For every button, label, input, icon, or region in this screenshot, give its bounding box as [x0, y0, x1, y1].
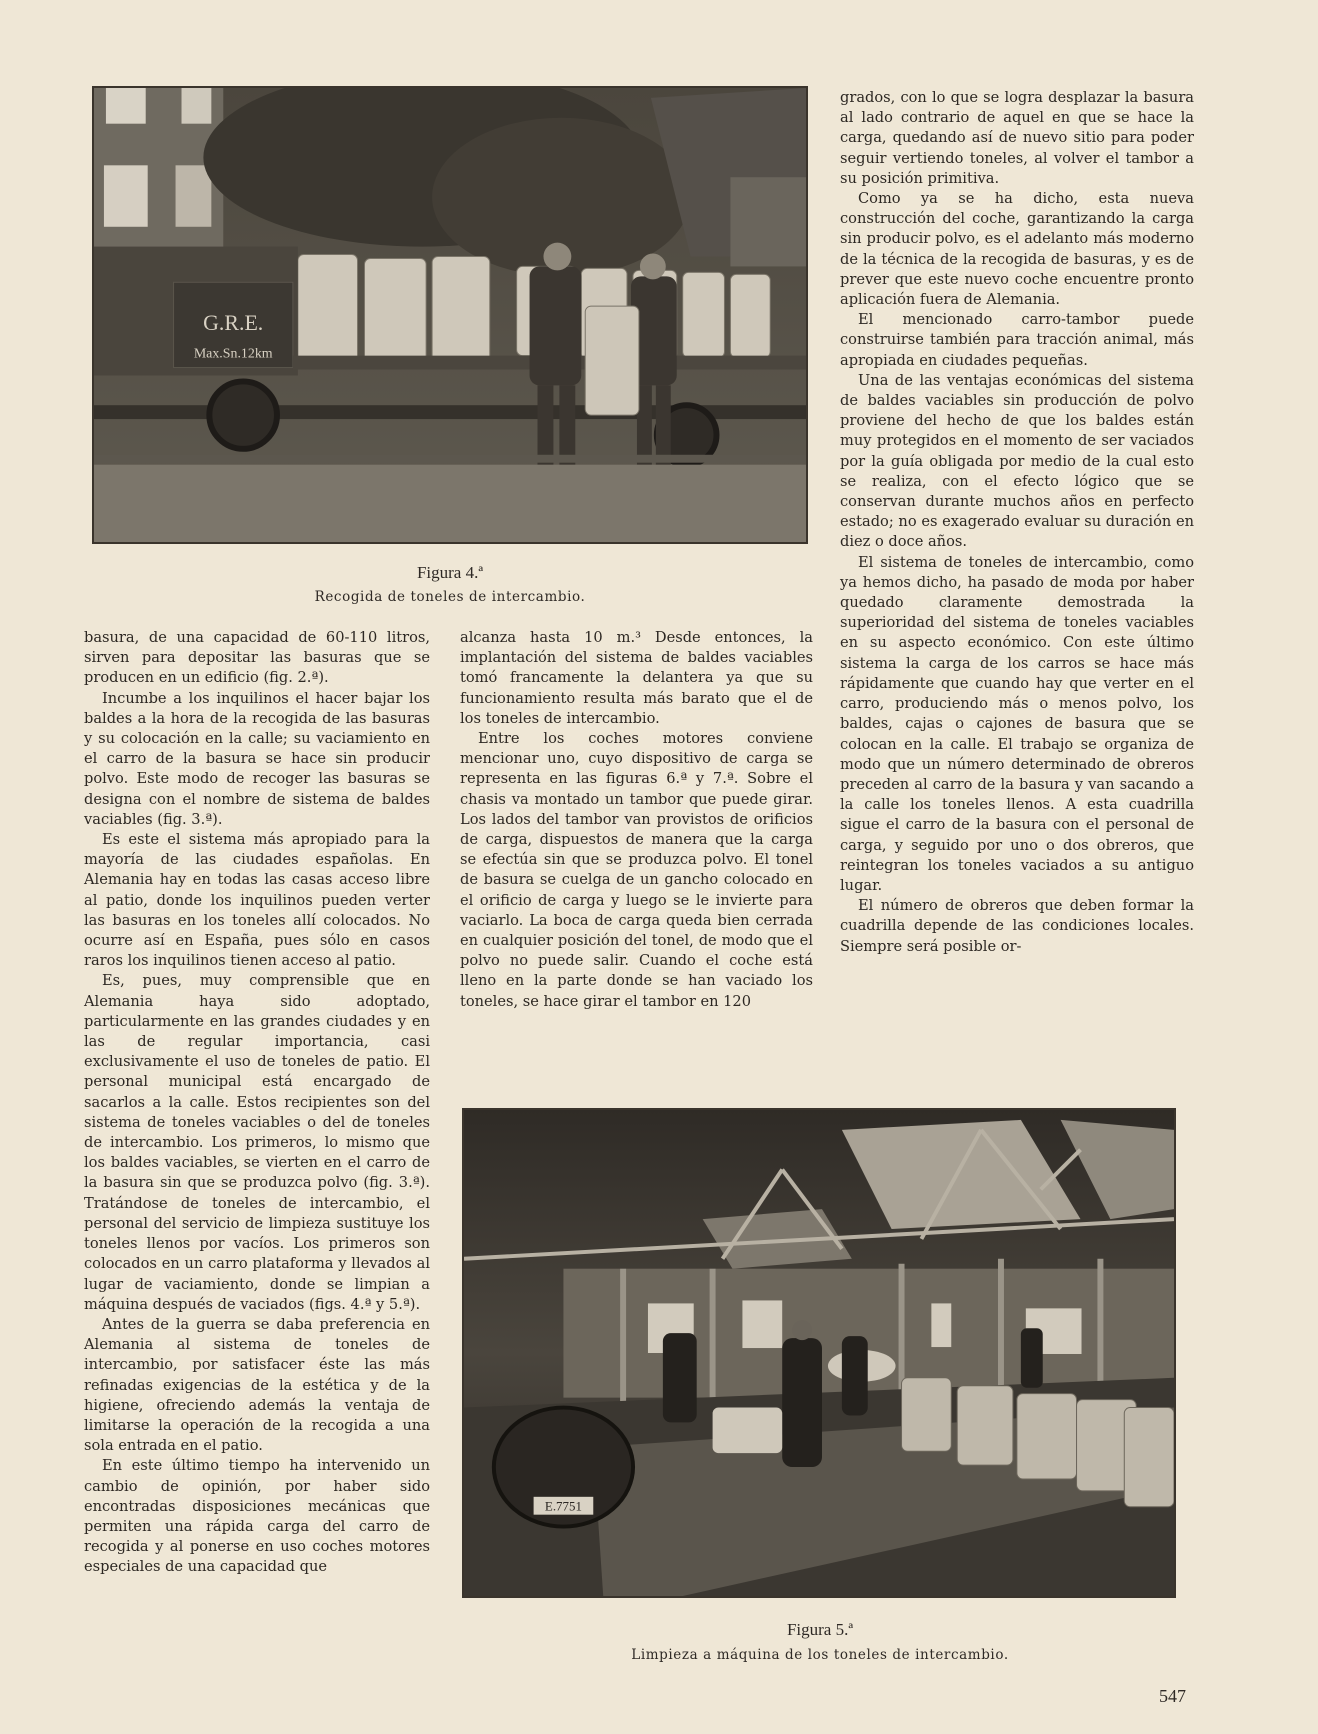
paragraph: El sistema de toneles de intercambio, como ya hemos dicho, ha pasado de moda por haber quedado claramente demostrada la superioridad del sistema de toneles vaciables en su aspecto económico. Con este último sistema la carga de los carros se hace más rápidamente que cuando hay que verter en el carro, produciendo más o menos polvo, los baldes, cajas o cajones de basura que se colocan en la calle. El trabajo se organiza de modo que un número determinado de obreros preceden al carro de la basura y van sacando a la calle los toneles llenos. A esta cuadrilla sigue el carro de la basura con el personal de carga, y seguido por uno o dos obreros, que reintegran los toneles vaciados a su antiguo lugar. [840, 553, 1194, 894]
cleaning-hall-photo [464, 1110, 1174, 1596]
paragraph: El número de obreros que deben formar la cuadrilla depende de las condiciones locales. Siempre será posible or- [840, 897, 1194, 955]
paragraph: Como ya se ha dicho, esta nueva construcción del coche, garantizando la carga sin producir polvo, es el adelanto más moderno de la técnica de la recogida de basuras, y es de prever que este nuevo coche encuentre pronto aplicación fuera de Alemania. [840, 190, 1194, 309]
paragraph: Antes de la guerra se daba preferencia en Alemania al sistema de toneles de intercambio, por satisfacer éste las más refinadas exigencias de la estética y de la higiene, ofreciendo además la ventaja de limitarse la operación de la recogida a una sola entrada en el patio. [84, 1315, 430, 1455]
figure-4-caption: Recogida de toneles de intercambio. [314, 589, 586, 605]
paragraph: alcanza hasta 10 m.³ Desde entonces, la implantación del sistema de baldes vaciables tomó francamente la delantera ya que su funcionamiento resulta más barato que el de los toneles de intercambio. [460, 629, 813, 727]
page-number: 547 [1159, 1686, 1186, 1706]
figure-4-photo [92, 86, 808, 544]
text-column-3 [840, 88, 1194, 957]
paragraph: basura, de una capacidad de 60-110 litros, sirven para depositar las basuras que se producen en un edificio (fig. 2.ª). [84, 629, 430, 687]
paragraph: El mencionado carro-tambor puede construirse también para tracción animal, más apropiada en ciudades pequeñas. [840, 311, 1194, 369]
paragraph: Incumbe a los inquilinos el hacer bajar los baldes a la hora de la recogida de las basuras y su colocación en la calle; su vaciamiento en el carro de la basura se hace sin producir polvo. Este modo de recoger las basuras se designa con el nombre de sistema de baldes vaciables (fig. 3.ª). [84, 689, 430, 828]
figure-5-number: Figura 5.ª [786, 1620, 854, 1639]
paragraph: Es, pues, muy comprensible que en Alemania haya sido adoptado, particularmente en las grandes ciudades y en las de regular importancia, casi exclusivamente el uso de toneles de patio. El personal municipal está encargado de sacarlos a la calle. Estos recipientes son del sistema de toneles vaciables o del de toneles de intercambio. Los primeros, lo mismo que los baldes vaciables, se vierten en el carro de la basura sin que se produzca polvo (fig. 3.ª). Tratándose de toneles de intercambio, el personal del servicio de limpieza sustituye los toneles llenos por vacíos. Los primeros son colocados en un carro plataforma y llevados al lugar de vaciamiento, donde se limpian a máquina después de vaciados (figs. 4.ª y 5.ª). [84, 972, 430, 1313]
paragraph: En este último tiempo ha intervenido un cambio de opinión, por haber sido encontradas disposiciones mecánicas que permiten una rápida carga del carro de recogida y al ponerse en uso coches motores especiales de una capacidad que [84, 1457, 430, 1576]
figure-5-photo [462, 1108, 1176, 1598]
garbage-truck-photo [94, 88, 806, 542]
vehicle-plate: E.7751 [544, 1498, 582, 1514]
figure-4-number: Figura 4.ª [416, 563, 484, 582]
paragraph: Una de las ventajas económicas del sistema de baldes vaciables sin producción de polvo proviene del hecho de que los baldes están muy protegidos en el momento de ser vaciados por la guía obligada por medio de la cual esto se realiza, con el efecto lógico que se conservan durante muchos años en perfecto estado; no es exagerado evaluar su duración en diez o doce años. [840, 371, 1194, 551]
paragraph: grados, con lo que se logra desplazar la basura al lado contrario de aquel en que se hace la carga, quedando así de nuevo sitio para poder seguir vertiendo toneles, al volver el tambor a su posición primitiva. [840, 89, 1194, 187]
text-column-2 [460, 628, 813, 1012]
figure-5-caption: Limpieza a máquina de los toneles de intercambio. [631, 1647, 1009, 1663]
paragraph: Entre los coches motores conviene mencionar uno, cuyo dispositivo de carga se representa en las figuras 6.ª y 7.ª. Sobre el chasis va montado un tambor que puede girar. Los lados del tambor van provistos de orificios de carga, dispuestos de manera que la carga se efectúa sin que se produzca polvo. El tonel de basura se cuelga de un gancho colocado en el orificio de carga y luego se le invierte para vaciarlo. La boca de carga queda bien cerrada en cualquier posición del tonel, de modo que el polvo no puede salir. Cuando el coche está lleno en la parte donde se han vaciado los toneles, se hace girar el tambor en 120 [460, 730, 813, 1010]
paragraph: Es este el sistema más apropiado para la mayoría de las ciudades españolas. En Alemania hay en todas las casas acceso libre al patio, donde los inquilinos pueden verter las basuras en los toneles allí colocados. No ocurre así en España, pues sólo en casos raros los inquilinos tienen acceso al patio. [84, 831, 430, 970]
truck-sign-line2: Max.Sn.12km [193, 346, 273, 362]
truck-sign-line1: G.R.E. [203, 310, 264, 335]
text-column-1 [84, 628, 430, 1578]
